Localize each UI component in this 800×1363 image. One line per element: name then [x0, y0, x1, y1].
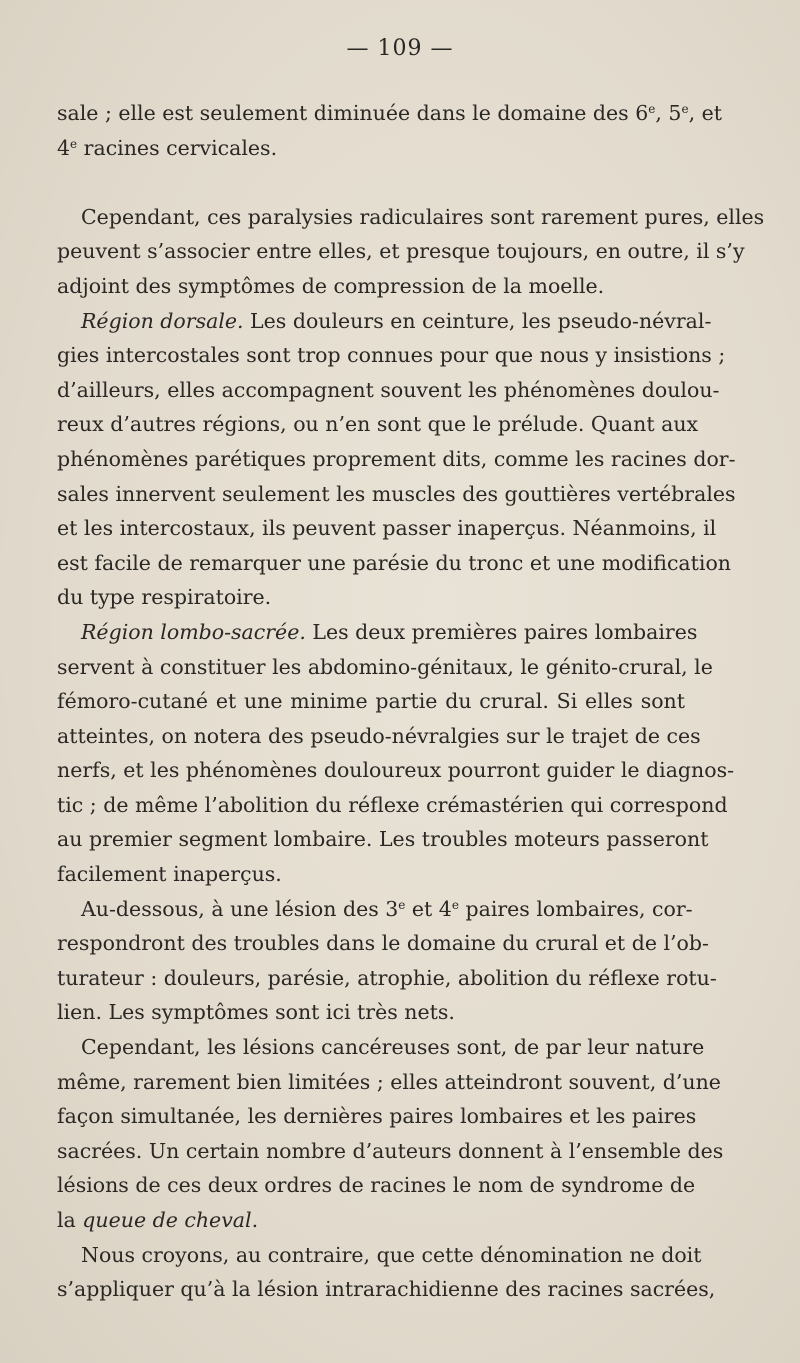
- text-line: [57, 995, 685, 1030]
- line-text: même, rarement bien limitées ; elles atteindront souvent, d’une: [57, 1069, 721, 1094]
- line-text: lien. Les symptômes sont ici très nets.: [57, 1000, 455, 1025]
- line-text: au premier segment lombaire. Les troubles moteurs passeront: [57, 827, 709, 852]
- line-text: , et: [688, 101, 722, 125]
- text-line: [57, 200, 765, 235]
- line-text: fémoro-cutané et une minime partie du crural. Si elles sont: [57, 689, 685, 714]
- italic-text: Région dorsale.: [81, 308, 244, 333]
- line-text: est facile de remarquer une parésie du tronc et une modification: [57, 550, 731, 575]
- line-text: , 5: [655, 101, 682, 125]
- text-line: [57, 892, 693, 927]
- line-text: s’appliquer qu’à la lésion intrarachidienne des racines sacrées,: [57, 1277, 716, 1302]
- line-text: Au-dessous, à une lésion des 3: [81, 896, 399, 921]
- text-line: [57, 857, 685, 892]
- text-line: [57, 338, 726, 373]
- line-text: .: [251, 1208, 259, 1232]
- italic-text: Région lombo-sacrée.: [81, 619, 306, 644]
- line-text: lésions de ces deux ordres de racines le nom de syndrome de: [57, 1173, 696, 1198]
- text-line: [57, 684, 685, 719]
- text-line: [57, 1272, 716, 1307]
- line-text: la: [57, 1208, 83, 1232]
- text-line: [57, 753, 735, 788]
- text-line: [57, 1238, 702, 1273]
- line-text: phénomènes parétiques proprement dits, comme les racines dor-: [57, 446, 736, 471]
- text-line: [57, 546, 731, 581]
- line-text: adjoint des symptômes de compression de la moelle.: [57, 273, 605, 298]
- text-line: [57, 477, 736, 512]
- text-line: [57, 822, 709, 857]
- superscript: e: [70, 136, 78, 151]
- line-text: turateur : douleurs, parésie, atrophie, abolition du réflexe rotu-: [57, 965, 717, 990]
- line-text: Cependant, les lésions cancéreuses sont, de par leur nature: [81, 1035, 705, 1060]
- line-text: Nous croyons, au contraire, que cette dénomination ne doit: [81, 1242, 702, 1267]
- superscript: e: [648, 102, 656, 116]
- text-line: [57, 373, 720, 408]
- line-text: sales innervent seulement les muscles des gouttières vertébrales: [57, 481, 736, 506]
- text-line: [57, 511, 717, 546]
- line-text: paires lombaires, cor-: [458, 896, 693, 921]
- line-text: façon simultanée, les dernières paires lombaires et les paires: [57, 1104, 697, 1129]
- text-line: [57, 1099, 697, 1134]
- italic-text: queue de cheval: [82, 1208, 252, 1232]
- text-line: [57, 961, 717, 996]
- text-line: [57, 304, 712, 339]
- line-text: atteintes, on notera des pseudo-névralgies sur le trajet de ces: [57, 723, 701, 748]
- line-text: facilement inaperçus.: [57, 862, 282, 887]
- text-line: [57, 1203, 685, 1238]
- line-text: et 4: [405, 896, 452, 921]
- text-line: [57, 1168, 696, 1203]
- line-text: sale ; elle est seulement diminuée dans le domaine des 6: [57, 101, 649, 125]
- line-text: racines cervicales.: [77, 135, 278, 160]
- text-line: [57, 788, 728, 823]
- line-text: tic ; de même l’abolition du réflexe crémastérien qui correspond: [57, 792, 728, 817]
- text-line: [57, 1065, 721, 1100]
- line-text: 4: [57, 135, 71, 160]
- text-line: [57, 926, 709, 961]
- line-text: respondront des troubles dans le domaine du crural et de l’ob-: [57, 931, 709, 956]
- text-line: [57, 1030, 705, 1065]
- line-text: nerfs, et les phénomènes douloureux pourront guider le diagnos-: [57, 758, 735, 783]
- body-text: [57, 96, 765, 1307]
- line-text: reux d’autres régions, ou n’en sont que le prélude. Quant aux: [57, 412, 699, 437]
- text-line: [57, 442, 736, 477]
- page-number: — 109 —: [346, 36, 454, 61]
- line-text: du type respiratoire.: [57, 585, 272, 610]
- line-text: Les deux premières paires lombaires: [305, 619, 698, 644]
- superscript: e: [451, 897, 459, 912]
- line-text: servent à constituer les abdomino-génitaux, le génito-crural, le: [57, 654, 713, 679]
- text-line: [57, 1134, 724, 1169]
- superscript: e: [398, 897, 406, 912]
- superscript: e: [681, 102, 689, 116]
- blank-line: [57, 165, 685, 200]
- line-text: sacrées. Un certain nombre d’auteurs donnent à l’ensemble des: [57, 1138, 724, 1163]
- line-text: gies intercostales sont trop connues pour que nous y insistions ;: [57, 343, 726, 368]
- line-text: Les douleurs en ceinture, les pseudo-névral-: [243, 308, 712, 333]
- text-line: [57, 650, 713, 685]
- line-text: d’ailleurs, elles accompagnent souvent les phénomènes doulou-: [57, 377, 720, 402]
- text-line: [57, 96, 722, 131]
- text-line: [57, 131, 685, 166]
- text-line: [57, 615, 698, 650]
- text-line: [57, 269, 685, 304]
- line-text: et les intercostaux, ils peuvent passer inaperçus. Néanmoins, il: [57, 516, 717, 541]
- text-line: [57, 234, 745, 269]
- text-line: [57, 407, 699, 442]
- text-line: [57, 580, 685, 615]
- line-text: peuvent s’associer entre elles, et presque toujours, en outre, il s’y: [57, 239, 745, 264]
- line-text: Cependant, ces paralysies radiculaires sont rarement pures, elles: [81, 204, 765, 229]
- text-line: [57, 719, 701, 754]
